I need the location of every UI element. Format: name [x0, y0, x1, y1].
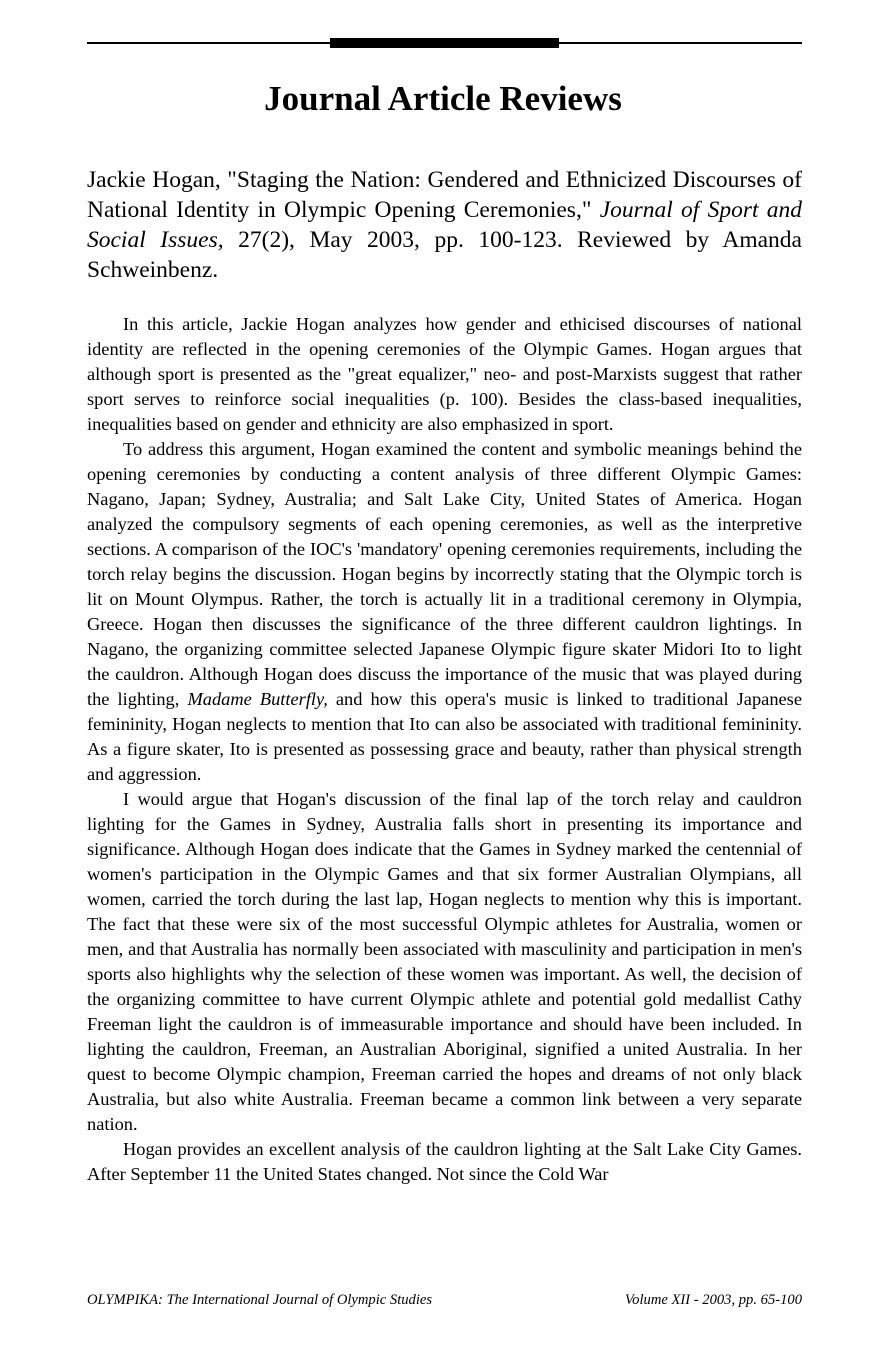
paragraph-3: I would argue that Hogan's discussion of the final lap of the torch relay and cauldron lighting for the Games in Sydney, Australia falls short in presenting its importance and significance. Although Hogan does indicate that the Games in Sydney marked the centennial of women's participation in the Olympic Games and that six former Australian Olympians, all women, carried the torch during the last lap, Hogan neglects to mention why this is important. The fact that these were six of the most successful Olympic athletes for Australia, women or men, and that Australia has normally been associated with masculinity and participation in men's sports also highlights why the selection of these women was important. As well, the decision of the organizing committee to have current Olympic athlete and potential gold medallist Cathy Freeman light the cauldron is of immeasurable importance and should have been included. In lighting the cauldron, Freeman, an Australian Aboriginal, signified a united Australia. In her quest to become Olympic champion, Freeman carried the hopes and dreams of not only black Australia, but also white Australia. Freeman became a common link between a very separate nation. [87, 789, 802, 1134]
article-citation [87, 165, 802, 285]
citation-tail: 27(2), May 2003, pp. 100-123. Reviewed by Amanda Schweinbenz. [87, 227, 802, 283]
page-footer [87, 1290, 802, 1310]
top-rule-accent [330, 38, 559, 48]
paragraph-4: Hogan provides an excellent analysis of the cauldron lighting at the Salt Lake City Games. After September 11 the United States changed. Not since the Cold War [87, 1139, 802, 1184]
opera-title: Madame Butterfly, [187, 689, 328, 709]
footer-volume: Volume XII - 2003, pp. 65-100 [624, 1292, 802, 1308]
paragraph-2-part-a: To address this argument, Hogan examined the content and symbolic meanings behind the opening ceremonies by conducting a content analysis of three different Olympic Games: Nagano, Japan; Sydney, Australia; and Salt Lake City, United States of America. Hogan analyzed the compulsory segments of each opening ceremonies, as well as the interpretive sections. A comparison of the IOC's 'mandatory' opening ceremonies requirements, including the torch relay begins the discussion. Hogan begins by incorrectly stating that the Olympic torch is lit on Mount Olympus. Rather, the torch is actually lit in a traditional ceremony in Olympia, Greece. Hogan then discusses the significance of the three different cauldron lightings. In Nagano, the organizing committee selected Japanese Olympic figure skater Midori Ito to light the cauldron. Although Hogan does discuss the importance of the music that was played during the lighting, [87, 439, 802, 709]
page-title: Journal Article Reviews [264, 79, 622, 118]
review-body [87, 312, 802, 1187]
citation-journal: Journal of Sport and Social Issues, [87, 197, 802, 253]
footer-journal: OLYMPIKA: The International Journal of Olympic Studies [87, 1292, 433, 1308]
paragraph-2-part-b: and how this opera's music is linked to traditional Japanese femininity, Hogan neglects to mention that Ito can also be associated with traditional femininity. As a figure skater, Ito is presented as possessing grace and beauty, rather than physical strength and aggression. [87, 689, 802, 784]
paragraph-2 [87, 437, 802, 787]
citation-lead: Jackie Hogan, "Staging the Nation: Gendered and Ethnicized Discourses of National Identity in Olympic Opening Ceremonies," [87, 167, 802, 223]
paragraph-1: In this article, Jackie Hogan analyzes how gender and ethicised discourses of national identity are reflected in the opening ceremonies of the Olympic Games. Hogan argues that although sport is presented as the "great equalizer," neo- and post-Marxists suggest that rather sport serves to reinforce social inequalities (p. 100). Besides the class-based inequalities, inequalities based on gender and ethnicity are also emphasized in sport. [87, 314, 802, 434]
